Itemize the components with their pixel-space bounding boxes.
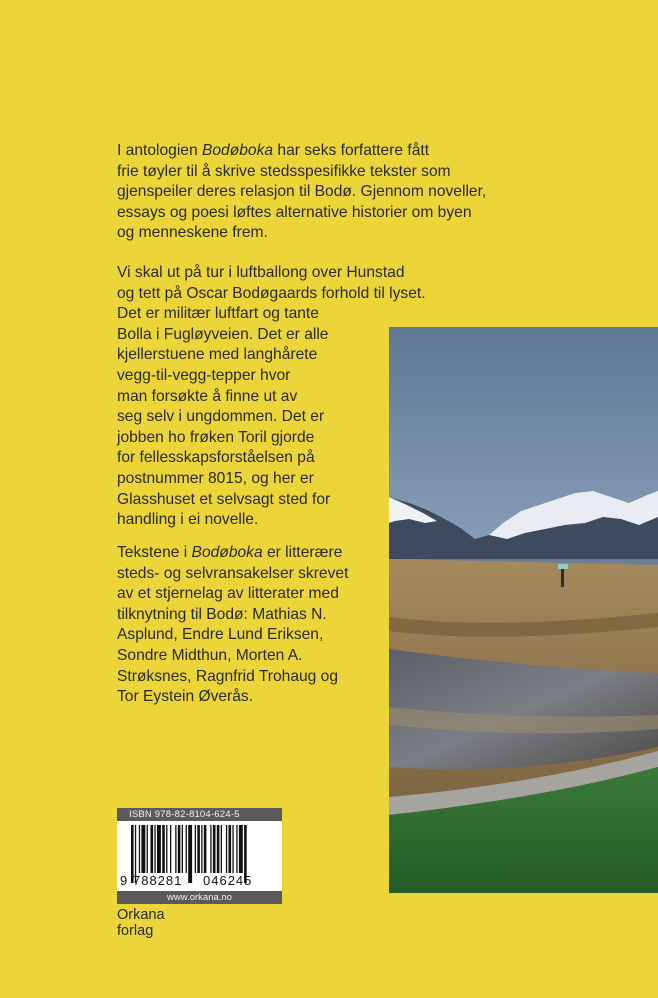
barcode-bar	[157, 825, 161, 873]
blurb-paragraph-places	[117, 263, 426, 531]
barcode-bar	[141, 825, 145, 873]
publisher-website: www.orkana.no	[117, 891, 282, 904]
blurb-line: Glasshuset et selvsagt sted for	[117, 490, 331, 508]
barcode-bar	[221, 825, 222, 873]
blurb-line: Tor Eystein Øverås.	[117, 688, 254, 706]
blurb-line: gjenspeiler deres relasjon til Bodø. Gjennom noveller,	[117, 183, 487, 201]
barcode-digit-first: 9	[120, 873, 128, 888]
barcode-bar	[182, 825, 183, 873]
barcode-bar	[239, 825, 243, 873]
barcode-bar	[175, 825, 176, 873]
blurb-line: handling i ei novelle.	[117, 511, 259, 529]
barcode-bar	[147, 825, 148, 873]
barcode-bar	[217, 825, 220, 873]
isbn-label: ISBN 978-82-8104-624-5	[117, 808, 282, 821]
publisher-name: Orkana	[117, 907, 165, 923]
blurb-line: Bolla i Fugløyveien. Det er alle	[117, 325, 329, 343]
barcode-bar	[210, 825, 211, 873]
blurb-line: Det er militær luftfart og tante	[117, 305, 319, 323]
barcode-bar	[166, 825, 167, 873]
barcode-digits-right: 046245	[203, 873, 253, 888]
book-title-italic: Bodøboka	[191, 544, 263, 561]
book-title-italic: Bodøboka	[201, 142, 274, 159]
blurb-line: Sondre Midthun, Morten A.	[117, 646, 303, 664]
barcode-bar	[226, 825, 227, 873]
publisher-subtitle: forlag	[117, 923, 154, 939]
barcode-bar	[154, 825, 155, 873]
barcode-bar	[188, 825, 192, 883]
barcode-bar	[186, 825, 187, 873]
barcode-bar	[170, 825, 171, 873]
barcode-bar	[197, 825, 200, 873]
blurb-line: Strøksnes, Ragnfrid Trohaug og	[117, 667, 339, 685]
blurb-line: av et stjernelag av litterater med	[117, 585, 339, 603]
blurb-line: for fellesskapsforståelsen på	[117, 449, 315, 467]
landscape-photo	[389, 327, 658, 893]
barcode-bar	[204, 825, 207, 873]
barcode-bar	[139, 825, 140, 873]
barcode-bar	[201, 825, 202, 873]
blurb-line: vegg-til-vegg-tepper hvor	[117, 366, 291, 384]
blurb-line: postnummer 8015, og her er	[117, 469, 314, 487]
barcode-digits-left: 788281	[133, 873, 183, 888]
blurb-paragraph-authors	[117, 543, 348, 708]
isbn-barcode	[117, 808, 282, 904]
blurb-line: I antologien Bodøboka har seks forfattere fått	[117, 142, 430, 159]
blurb-line: seg selv i ungdommen. Det er	[117, 408, 325, 426]
blurb-line: tilknytning til Bodø: Mathias N.	[117, 605, 327, 623]
publisher-logo	[117, 907, 165, 939]
blurb-line: man forsøkte å finne ut av	[117, 387, 298, 405]
blurb-line: Asplund, Endre Lund Eriksen,	[117, 626, 324, 644]
barcode-bar	[162, 825, 165, 873]
barcode-bar	[213, 825, 216, 873]
blurb-line: essays og poesi løftes alternative historier om byen	[117, 203, 472, 221]
barcode-bar	[229, 825, 232, 873]
blurb-line: frie tøyler til å skrive stedsspesifikke tekster som	[117, 162, 451, 180]
barcode-bar	[178, 825, 181, 873]
barcode-bar	[232, 825, 233, 873]
blurb-line: og tett på Oscar Bodøgaards forhold til lyset.	[117, 284, 426, 302]
barcode-bar	[151, 825, 154, 873]
blurb-line: og menneskene frem.	[117, 224, 268, 242]
blurb-paragraph-intro	[117, 141, 486, 244]
blurb-line: kjellerstuene med langhårete	[117, 346, 318, 364]
blurb-line: jobben ho frøken Toril gjorde	[117, 428, 315, 446]
barcode-graphic	[117, 821, 282, 891]
blurb-line: Vi skal ut på tur i luftballong over Hunstad	[117, 264, 405, 281]
blurb-line: Tekstene i Bodøboka er litterære	[117, 544, 343, 561]
blurb-line: steds- og selvransakelser skrevet	[117, 564, 349, 582]
barcode-bar	[236, 825, 237, 873]
barcode-bar	[195, 825, 196, 873]
